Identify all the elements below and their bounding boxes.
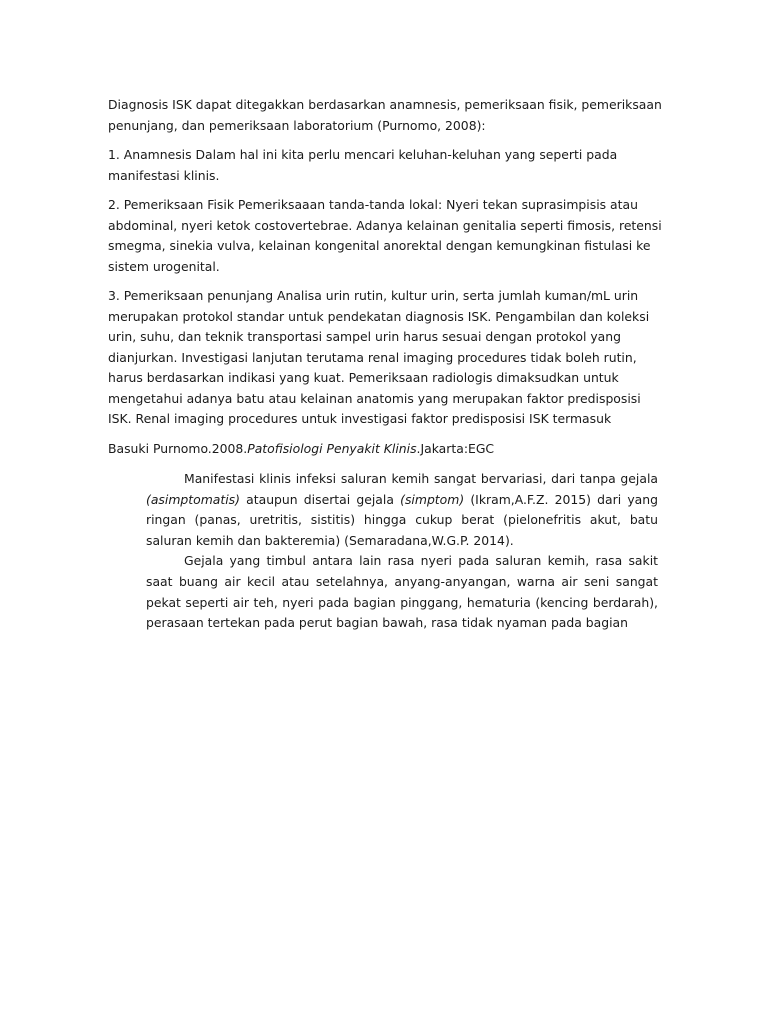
intro-paragraph: Diagnosis ISK dapat ditegakkan berdasarkan anamnesis, pemeriksaan fisik, pemeriksaan penunjang, dan pemeriksaan laboratorium (Purnomo, 2008):: [108, 97, 662, 133]
cm-part1: Manifestasi klinis infeksi saluran kemih sangat bervariasi, dari tanpa gejala: [184, 471, 658, 486]
main-text-block: [108, 95, 668, 468]
reference-title: Patofisiologi Penyakit Klinis: [247, 440, 417, 456]
cm-italic-simptom: (simptom): [400, 491, 465, 507]
symptoms-paragraph: Gejala yang timbul antara lain rasa nyeri pada saluran kemih, rasa sakit saat buang air kecil atau setelahnya, anyang-anyangan, warna air seni sangat pekat seperti air teh, nyeri pada bagian pinggang, hematuria (kencing berdarah), perasaan tertekan pada perut bagian bawah, rasa tidak nyaman pada bagian: [146, 553, 658, 631]
reference-author-year: Basuki Purnomo.2008.: [108, 440, 248, 456]
anamnesis-paragraph: 1. Anamnesis Dalam hal ini kita perlu mencari keluhan-keluhan yang seperti pada manifestasi klinis.: [108, 147, 618, 183]
physical-exam-paragraph: 2. Pemeriksaan Fisik Pemeriksaaan tanda-tanda lokal: Nyeri tekan suprasimpisis atau abdominal, nyeri ketok costovertebrae. Adanya kelainan genitalia seperti fimosis, retensi smegma, sinekia vulva, kelainan kongenital anorektal dengan kemungkinan fistulasi ke sistem urogenital.: [108, 197, 662, 274]
supporting-exam-paragraph: 3. Pemeriksaan penunjang Analisa urin rutin, kultur urin, serta jumlah kuman/mL urin merupakan protokol standar untuk pendekatan diagnosis ISK. Pengambilan dan koleksi urin, suhu, dan teknik transportasi sampel urin harus sesuai dengan protokol yang dianjurkan. Investigasi lanjutan terutama renal imaging procedures tidak boleh rutin, harus berdasarkan indikasi yang kuat. Pemeriksaan radiologis dimaksudkan untuk mengetahui adanya batu atau kelainan anatomis yang merupakan faktor predisposisi ISK. Renal imaging procedures untuk investigasi faktor predisposisi ISK termasuk: [108, 288, 650, 426]
reference-line: [108, 439, 668, 460]
reference-publisher: .Jakarta:EGC: [416, 440, 495, 456]
quoted-text-block: [146, 469, 658, 634]
cm-part3: (Ikram,A.F.Z. 2015) dari yang ringan (panas, uretritis, sistitis) hingga cukup berat (pielonefritis akut, batu saluran kemih dan bakteremia) (Semaradana,W.G.P. 2014).: [146, 491, 658, 548]
cm-italic-asimptomatis: (asimptomatis): [146, 491, 240, 507]
clinical-manifestation-paragraph: [146, 469, 658, 551]
cm-part2: ataupun disertai gejala: [239, 491, 401, 507]
